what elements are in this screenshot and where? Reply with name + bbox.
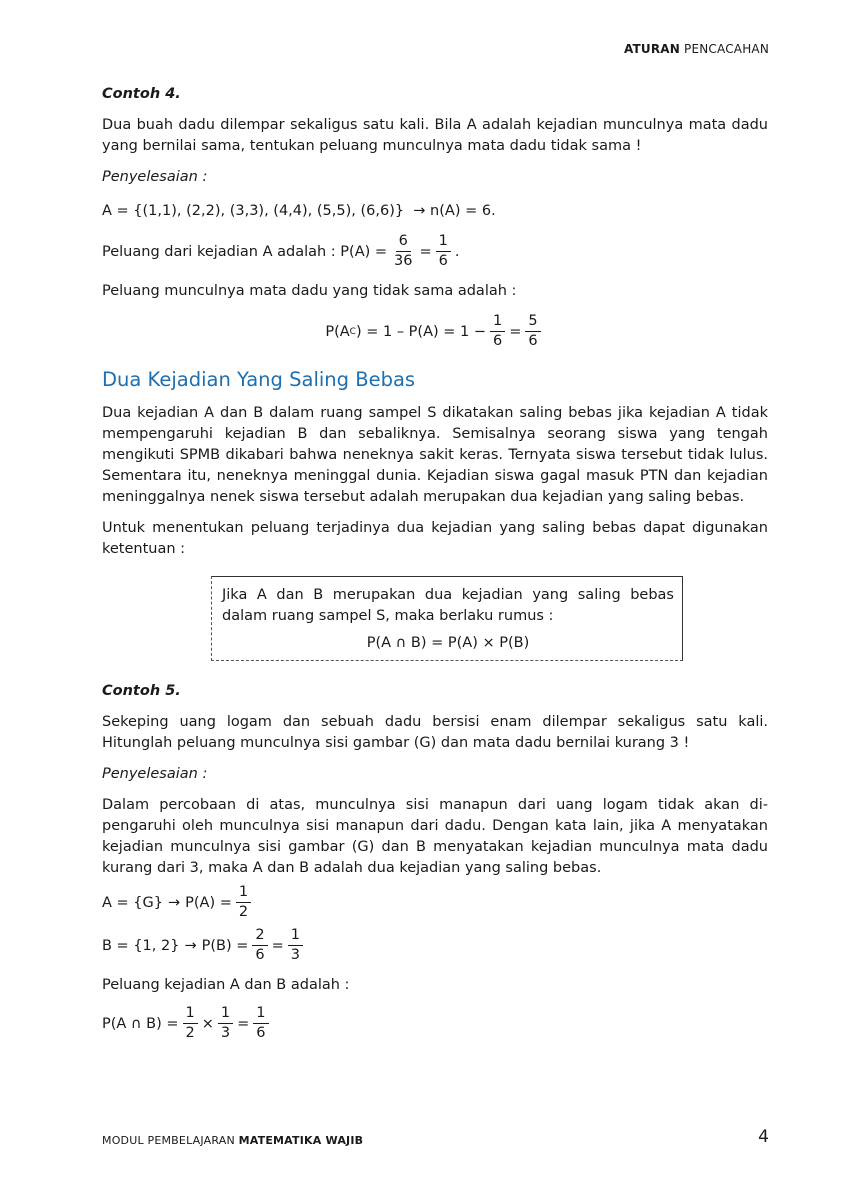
fraction-1-2: $\frac{1}{2}$ <box>236 883 251 922</box>
example4-prob-text: Peluang dari kejadian A adalah : <box>102 243 336 260</box>
example4-set-row <box>102 201 768 222</box>
page-content <box>102 84 768 1043</box>
example5-result-text: Peluang kejadian A dan B adalah : <box>102 977 350 993</box>
example5-problem: Sekeping uang logam dan sebuah dadu bersisi enam dilempar sekaligus satu kali. Hitunglah peluang munculnya sisi gambar (G) dan mata dadu bernilai kurang 3 ! <box>102 714 768 751</box>
fraction-2-6: $\frac{2}{6}$ <box>252 926 267 965</box>
example5-title: Contoh 5. <box>102 683 181 699</box>
running-header <box>624 42 769 56</box>
example4-prob-lhs: P(A) = <box>340 243 388 260</box>
example4-complement-formula: P(A C ) = 1 – P(A) = 1 − $\frac{1}{6}$ = $\frac{5}{6}$ <box>102 312 768 351</box>
example4-prob-row: Peluang dari kejadian A adalah : P(A) = $\frac{6}{36}$ = $\frac{1}{6}$ . <box>102 233 460 269</box>
fraction-1-3-b: $\frac{1}{3}$ <box>218 1004 233 1043</box>
page-number: 4 <box>758 1127 769 1147</box>
example5-solution-label: Penyelesaian : <box>102 766 208 782</box>
example5-result-formula: P(A ∩ B) = $\frac{1}{2}$ × $\frac{1}{3}$ = $\frac{1}{6}$ <box>102 1004 768 1043</box>
footer-normal: MODUL PEMBELAJARAN <box>102 1134 235 1147</box>
example4-nA: → n(A) = 6. <box>413 203 496 219</box>
fraction-1-2-b: $\frac{1}{2}$ <box>183 1004 198 1043</box>
example4-problem: Dua buah dadu dilempar sekaligus satu kali. Bila A adalah kejadian munculnya mata dadu yang bernilai sama, tentukan peluang munculnya mata dadu tidak sama ! <box>102 117 768 154</box>
example5-rowB: B = {1, 2} → P(B) = $\frac{2}{6}$ = $\frac{1}{3}$ <box>102 926 768 965</box>
example5-explanation: Dalam percobaan di atas, munculnya sisi manapun dari uang logam tidak akan di-pengaruhi oleh munculnya sisi manapun dari dadu. Dengan kata lain, jika A menyatakan kejadian munculnya sisi gambar (G) dan B menyatakan kejadian munculnya mata dadu kurang dari 3, maka A dan B adalah dua kejadian yang saling bebas. <box>102 797 768 876</box>
running-footer <box>102 1134 363 1147</box>
arrow-icon: → <box>184 937 197 954</box>
rule-box-formula: P(A ∩ B) = P(A) × P(B) <box>366 635 530 651</box>
section-paragraph-2: Untuk menentukan peluang terjadinya dua kejadian yang saling bebas dapat digunakan ketentuan : <box>102 520 768 557</box>
example4-setA: A = {(1,1), (2,2), (3,3), (4,4), (5,5), (6,6)} <box>102 203 405 219</box>
fraction-5-6: $\frac{5}{6}$ <box>525 312 540 351</box>
example5-rowA: A = {G} → P(A) = $\frac{1}{2}$ <box>102 883 768 922</box>
section-paragraph-1: Dua kejadian A dan B dalam ruang sampel S dikatakan saling bebas jika kejadian A tidak mempengaruhi kejadian B dan sebaliknya. Semisalnya seorang siswa yang tengah mengikuti SPMB dikabari bahwa neneknya sakit keras. Ternyata siswa tersebut tidak lulus. Sementara itu, neneknya meninggal dunia. Kejadian siswa gagal masuk PTN dan kejadian meninggalnya nenek siswa tersebut adalah merupakan dua kejadian yang saling bebas. <box>102 405 768 505</box>
fraction-6-36: $\frac{6}{36}$ <box>394 233 413 269</box>
header-bold: ATURAN <box>623 42 681 56</box>
header-rest: PENCACAHAN <box>684 42 769 56</box>
fraction-1-6: $\frac{1}{6}$ <box>436 232 451 271</box>
example4-title: Contoh 4. <box>102 86 181 102</box>
fraction-1-3: $\frac{1}{3}$ <box>288 926 303 965</box>
rule-box <box>211 576 683 661</box>
example4-complement-text: Peluang munculnya mata dadu yang tidak sama adalah : <box>102 283 517 299</box>
footer-bold: MATEMATIKA WAJIB <box>238 1134 364 1147</box>
arrow-icon: → <box>167 894 181 911</box>
fraction-1-6-b: $\frac{1}{6}$ <box>490 312 505 351</box>
rule-box-text: Jika A dan B merupakan dua kejadian yang saling bebas dalam ruang sampel S, maka berlaku rumus : <box>222 587 674 624</box>
fraction-1-6-c: $\frac{1}{6}$ <box>253 1004 268 1043</box>
section-heading: Dua Kejadian Yang Saling Bebas <box>102 368 416 391</box>
example4-solution-label: Penyelesaian : <box>102 169 208 185</box>
